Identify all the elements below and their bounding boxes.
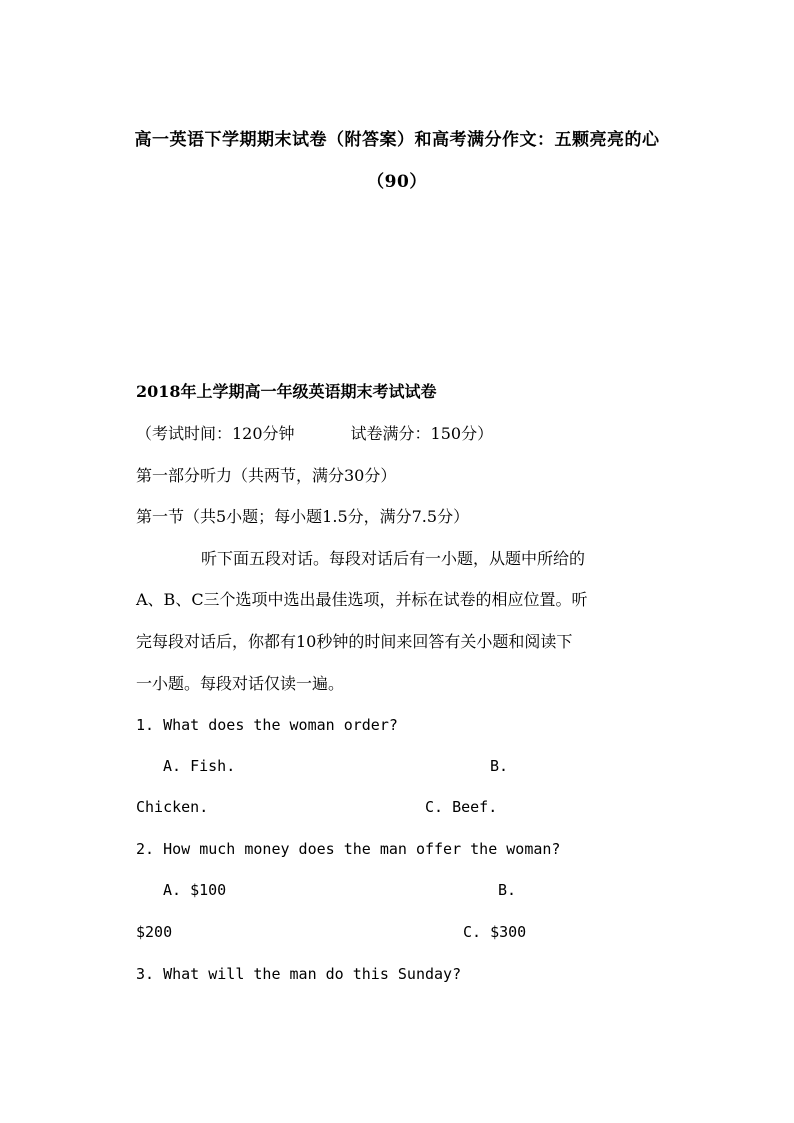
question-1-option-b-text: Chicken.: [136, 798, 209, 816]
exam-time-info: （考试时间：120分钟: [136, 424, 295, 443]
question-2-stem: 2. How much money does the man offer the woman?: [136, 840, 561, 858]
question-1-option-b-label: B.: [490, 757, 509, 775]
exam-info-line: [136, 426, 493, 442]
document-title-line2: （90）: [367, 172, 427, 192]
instructions-line-3: 完每段对话后，你都有10秒钟的时间来回答有关小题和阅读下: [136, 632, 573, 651]
instructions-line-1: 听下面五段对话。每段对话后有一小题，从题中所给的: [201, 549, 586, 568]
question-2-option-a: A. $100: [163, 881, 227, 899]
exam-score-info: 试卷满分：150分）: [350, 424, 494, 443]
part1-heading: 第一部分听力（共两节，满分30分）: [136, 466, 397, 485]
question-2-option-c: C. $300: [463, 923, 527, 941]
question-3-stem: 3. What will the man do this Sunday?: [136, 965, 462, 983]
instructions-line-2: A、B、C三个选项中选出最佳选项，并标在试卷的相应位置。听: [136, 590, 588, 609]
question-2-option-b-text: $200: [136, 923, 173, 941]
instructions-line-4: 一小题。每段对话仅读一遍。: [136, 674, 345, 693]
question-1-option-a: A. Fish.: [163, 757, 236, 775]
section1-heading: 第一节（共5小题；每小题1.5分，满分7.5分）: [136, 507, 470, 526]
document-title-line1: 高一英语下学期期末试卷（附答案）和高考满分作文：五颗亮亮的心: [134, 130, 660, 150]
exam-heading: 2018年上学期高一年级英语期末考试试卷: [136, 382, 437, 401]
question-1-option-c: C. Beef.: [425, 798, 498, 816]
question-2-option-b-label: B.: [498, 881, 517, 899]
question-1-stem: 1. What does the woman order?: [136, 716, 398, 734]
